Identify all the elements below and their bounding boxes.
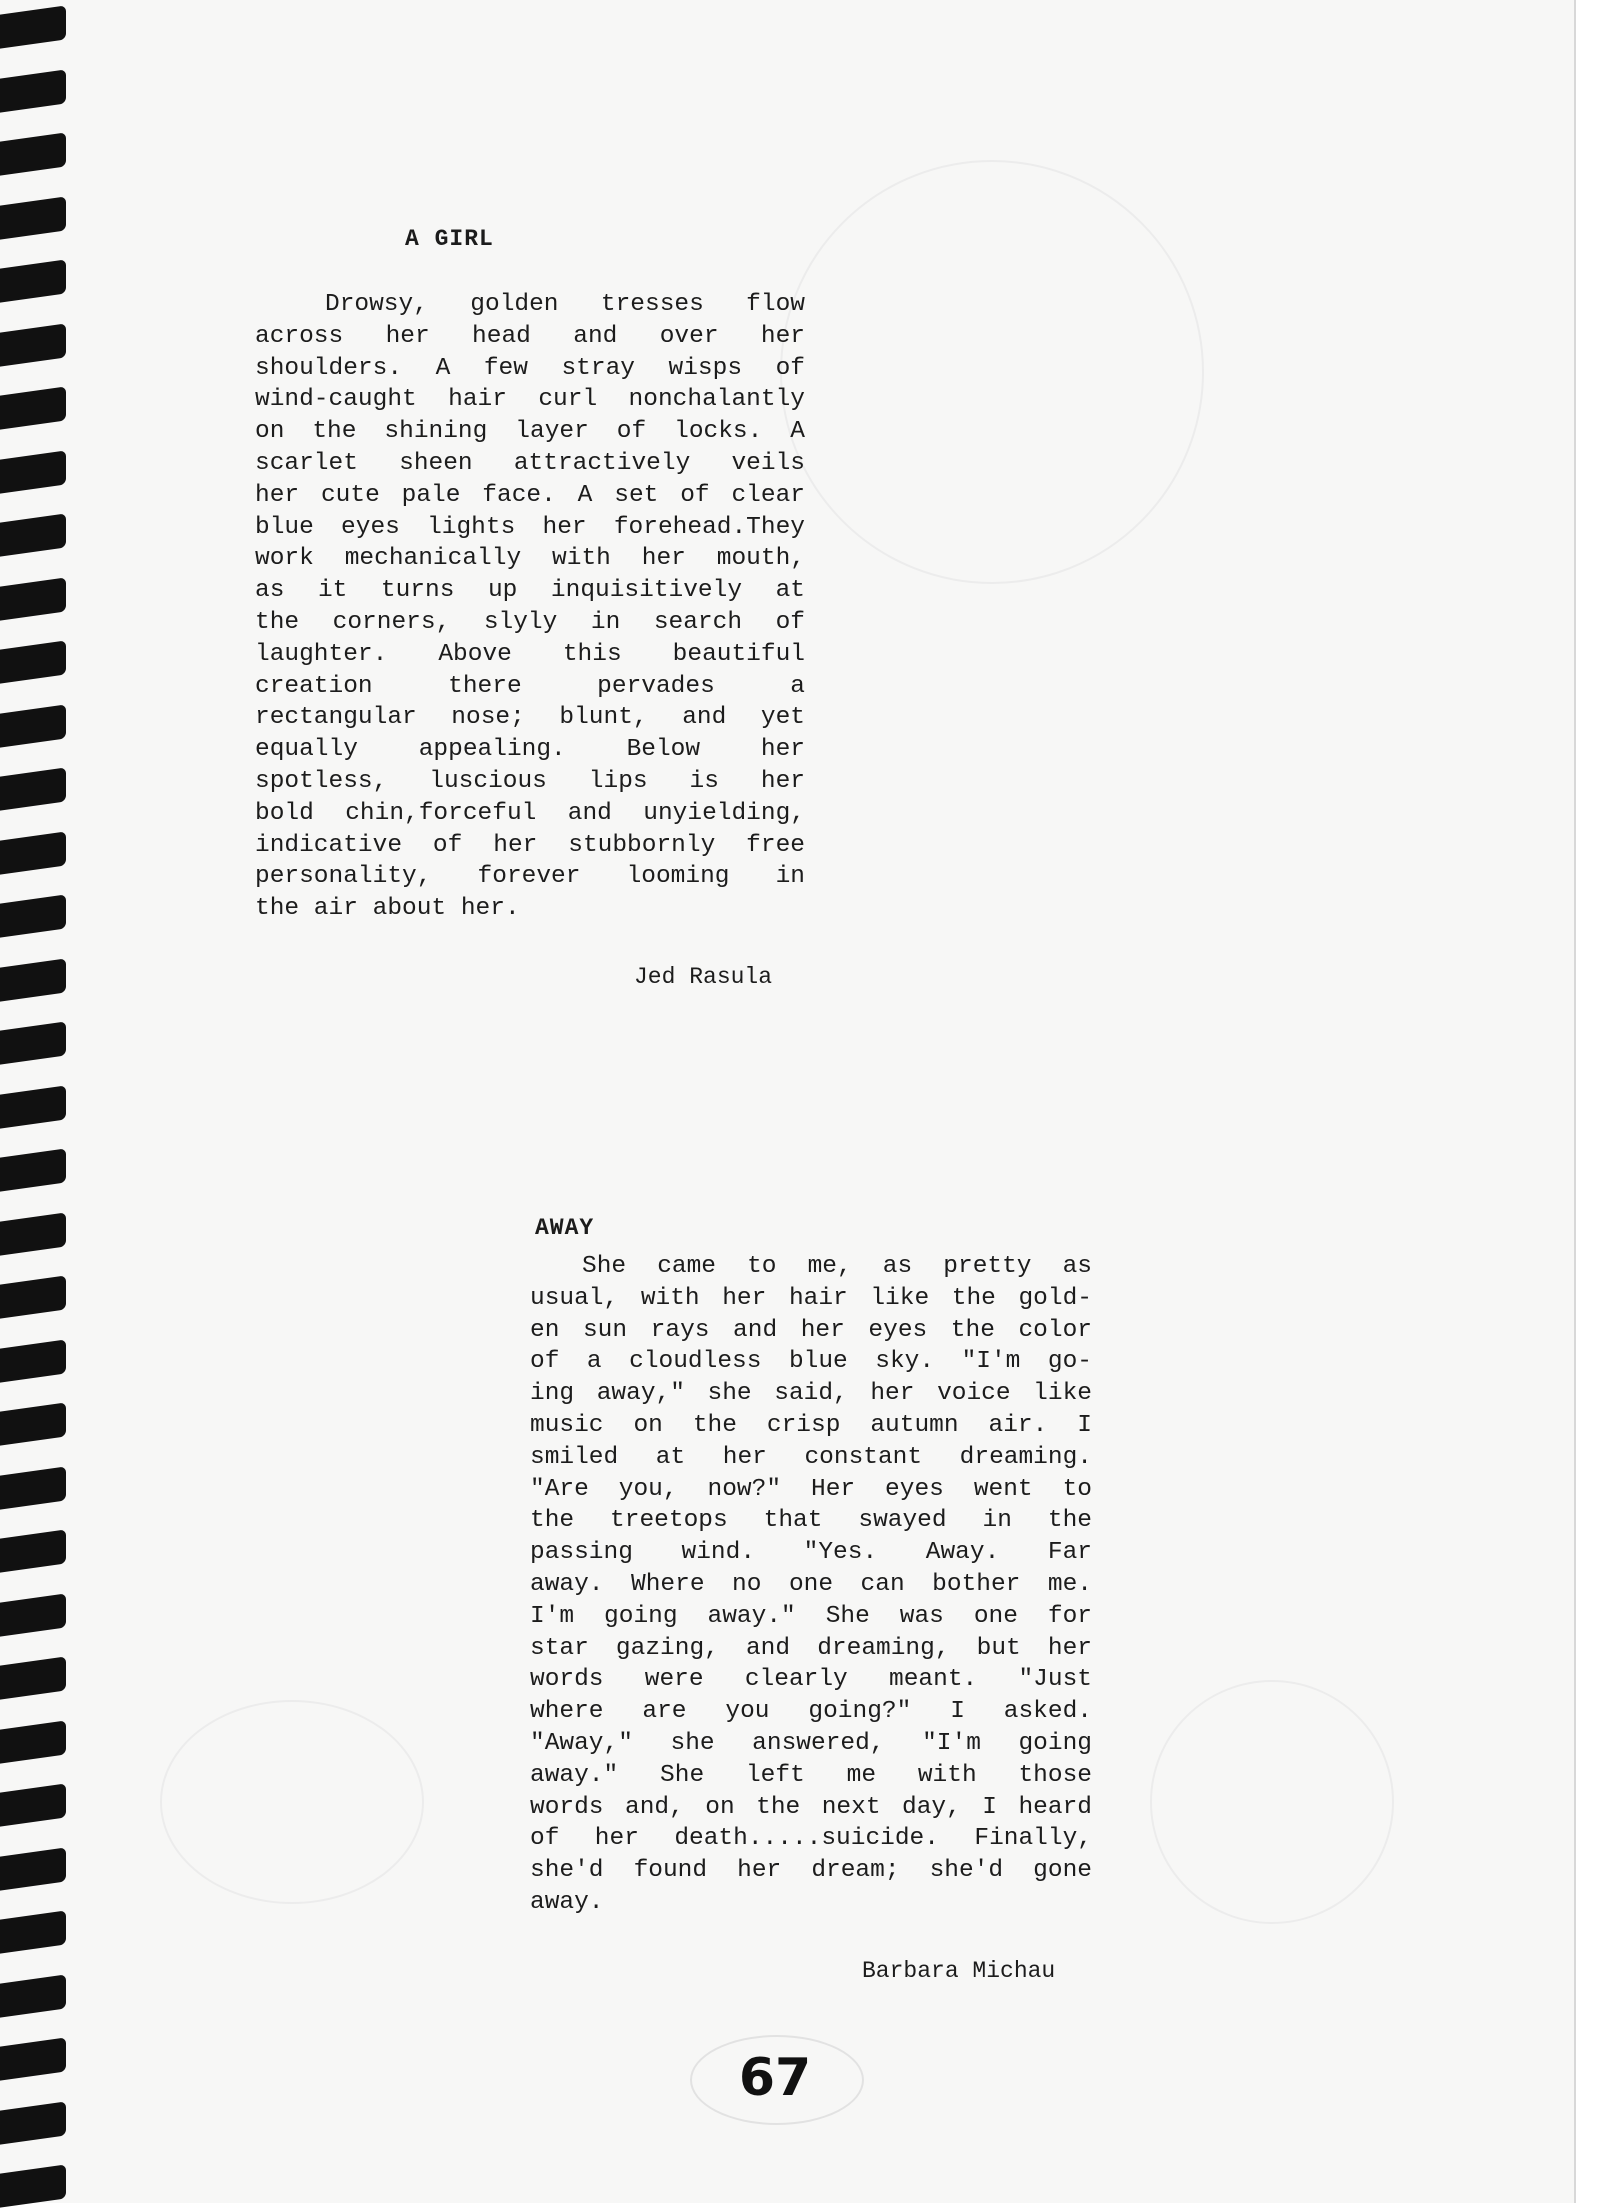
poem-title: AWAY [535,1215,595,1241]
poem-line: away. Where no one can bother me. [530,1570,1092,1598]
binding-ring [0,1339,66,1382]
spiral-binding [0,0,75,2203]
binding-ring [0,450,66,493]
poem-line: where are you going?" I asked. [530,1698,1092,1726]
poem-line: away. [530,1888,604,1916]
poem-line: laughter. Above this beautiful [255,640,805,668]
poem-line: star gazing, and dreaming, but her [530,1634,1092,1662]
binding-ring [0,259,66,302]
binding-ring [0,958,66,1001]
binding-ring [0,1212,66,1255]
poem-line: blue eyes lights her forehead.They [255,513,805,541]
binding-ring [0,704,66,747]
binding-ring [0,831,66,874]
binding-ring [0,323,66,366]
poem-line: the air about her. [255,895,520,923]
bleed-through-sketch [160,1700,424,1904]
poem-line: Drowsy, golden tresses flow [325,291,805,318]
poem-line: usual, with her hair like the gold- [530,1284,1092,1312]
binding-ring [0,5,66,48]
poem-line: passing wind. "Yes. Away. Far [530,1539,1092,1567]
binding-ring [0,1974,66,2017]
poem-line: personality, forever looming in [255,863,805,891]
binding-ring [0,2037,66,2080]
binding-ring [0,69,66,112]
poem-line: wind-caught hair curl nonchalantly [255,386,805,414]
poem-line: words and, on the next day, I heard [530,1793,1092,1821]
binding-ring [0,767,66,810]
poem-line: the corners, slyly in search of [255,608,805,636]
poem-line: rectangular nose; blunt, and yet [255,704,805,732]
binding-ring [0,1593,66,1636]
poem-line: I'm going away." She was one for [530,1602,1092,1630]
poem-line: the treetops that swayed in the [530,1507,1092,1535]
poem-author: Jed Rasula [634,964,773,990]
poem-line: "Are you, now?" Her eyes went to [530,1475,1092,1503]
binding-ring [0,513,66,556]
poem-line: bold chin,forceful and unyielding, [255,799,805,827]
poem-line: words were clearly meant. "Just [530,1666,1092,1694]
binding-ring [0,2101,66,2144]
binding-ring [0,577,66,620]
binding-ring [0,1402,66,1445]
binding-ring [0,1085,66,1128]
binding-ring [0,1720,66,1763]
poem-line: across her head and over her [255,322,805,350]
poem-line: of her death.....suicide. Finally, [530,1825,1092,1853]
binding-ring [0,640,66,683]
binding-ring [0,1656,66,1699]
page-number: 67 [738,2048,812,2108]
binding-ring [0,196,66,239]
binding-ring [0,894,66,937]
poem-title: A GIRL [405,226,494,252]
binding-ring [0,1275,66,1318]
poem-line: shoulders. A few stray wisps of [255,354,805,382]
poem-body [530,1251,1092,1919]
poem-line: music on the crisp autumn air. I [530,1411,1092,1439]
poem-line: creation there pervades a [255,672,805,700]
poem-line: on the shining layer of locks. A [255,418,805,446]
binding-ring [0,132,66,175]
binding-ring [0,1783,66,1826]
poem-line: indicative of her stubbornly free [255,831,805,859]
bleed-through-sketch [1150,1680,1394,1924]
poem-line: en sun rays and her eyes the color [530,1316,1092,1344]
binding-ring [0,1021,66,1064]
poem-author: Barbara Michau [862,1958,1056,1984]
poem-line: of a cloudless blue sky. "I'm go- [530,1348,1092,1376]
poem-body [255,289,805,925]
poem-line: "Away," she answered, "I'm going [530,1729,1092,1757]
binding-ring [0,2164,66,2207]
binding-ring [0,1148,66,1191]
poem-line: spotless, luscious lips is her [255,767,805,795]
poem-line: ing away," she said, her voice like [530,1380,1092,1408]
poem-line: smiled at her constant dreaming. [530,1443,1092,1471]
binding-ring [0,1910,66,1953]
binding-ring [0,1466,66,1509]
bleed-through-sketch [780,160,1204,584]
poem-line: away." She left me with those [530,1761,1092,1789]
binding-ring [0,1847,66,1890]
poem-line: work mechanically with her mouth, [255,545,805,573]
poem-line: as it turns up inquisitively at [255,577,805,605]
poem-line: her cute pale face. A set of clear [255,481,805,509]
poem-line: she'd found her dream; she'd gone [530,1857,1092,1885]
poem-line: scarlet sheen attractively veils [255,449,805,477]
poem-line: She came to me, as pretty as [582,1253,1092,1280]
binding-ring [0,1529,66,1572]
poem-line: equally appealing. Below her [255,736,805,764]
binding-ring [0,386,66,429]
